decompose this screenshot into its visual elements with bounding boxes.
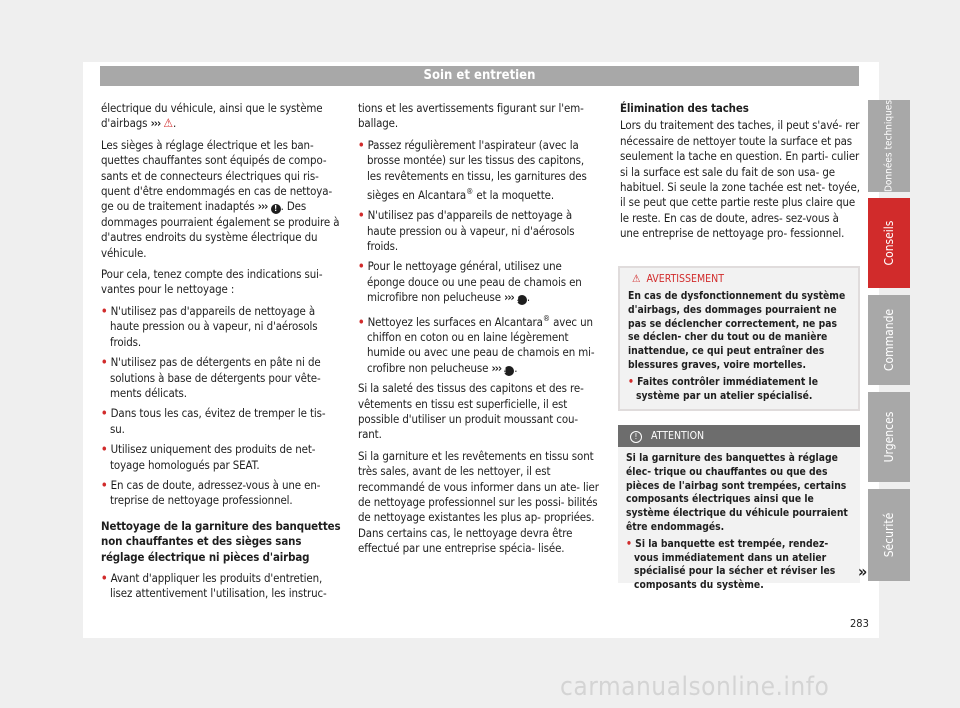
warning-box-title: ⚠ AVERTISSEMENT [632, 273, 724, 285]
bullet-icon: • [358, 314, 365, 329]
bullet-icon: • [101, 355, 108, 370]
bullet-icon: • [101, 477, 108, 492]
paragraph: tions et les avertissements figurant sur l'em- ballage. [358, 101, 584, 131]
list-item: • En cas de doute, adressez-vous à une en- treprise de nettoyage professionnel. [101, 477, 321, 508]
warning-triangle-icon: ⚠ [632, 273, 641, 285]
bullet-icon: • [358, 137, 365, 152]
continue-arrow-icon: » [858, 562, 865, 581]
paragraph: Les sièges à réglage électrique et les ban- quettes chauffantes sont équipés de compo- sants et de connecteurs électriques qui ris- quent d'être endommagés en cas de nettoya- ge ou de traitement inadaptés ››› ! . Des dommages pourraient également se produire à d'autres endroits du système électrique du véhicule. [101, 137, 340, 260]
list-item: • N'utilisez pas d'appareils de nettoyage à haute pression ou à vapeur, ni d'aérosols froids. [101, 303, 318, 349]
bullet-icon: • [101, 406, 108, 421]
list-item: • Nettoyez les surfaces en Alcantara® avec un chiffon en coton ou en laine légèrement humide ou avec une peau de chamois en mi- crofibre non pelucheuse ››› ! . [358, 313, 595, 375]
paragraph: Lors du traitement des taches, il peut s'avé- rer nécessaire de nettoyer toute la surface et pas seulement la tache en question. En parti- culier si la surface est sale du fait de son usa- ge habituel. Si seule la zone tachée est net- toyée, il se peut que cette partie reste plus claire que le reste. En cas de doute, adres- sez-vous à une entreprise de nettoyage pro- fessionnel. [620, 118, 860, 241]
paragraph: Si la saleté des tissus des capitons et des re- vêtements en tissu est superficielle, il est possible d'utiliser un produit moussant cou- rant. [358, 381, 584, 442]
paragraph: électrique du véhicule, ainsi que le système d'airbags ››› ⚠. [101, 101, 323, 131]
tab-donnees-techniques[interactable]: Données techniques [868, 100, 910, 192]
tab-conseils[interactable]: Conseils [868, 198, 910, 288]
section-heading: Nettoyage de la garniture des banquettes non chauffantes et des sièges sans réglage électrique ni pièces d'airbag [101, 518, 341, 564]
tab-securite[interactable]: Sécurité [868, 489, 910, 581]
bullet-icon: • [101, 303, 108, 318]
list-item: • Pour le nettoyage général, utilisez une éponge douce ou une peau de chamois en microfibre non pelucheuse ››› ! . [358, 259, 582, 305]
list-item: • Passez régulièrement l'aspirateur (avec la brosse montée) sur les tissus des capitons, les revêtements en tissu, les garnitures des sièges en Alcantara® et la moquette. [358, 137, 587, 202]
registered-mark: ® [466, 187, 474, 197]
bullet-icon: • [101, 570, 108, 585]
bullet-icon: • [358, 208, 365, 223]
paragraph: Si la garniture et les revêtements en tissu sont très sales, avant de les nettoyer, il est recommandé de vous informer dans un ate- lier de nettoyage professionnel sur les possi- bilités de nettoyage existantes les plus ap- propriées. Dans certains cas, le nettoyage devra être effectué par une entreprise spécia- lisée. [358, 448, 599, 556]
column-3 [620, 101, 860, 248]
cross-reference-arrows[interactable]: ››› [257, 199, 268, 214]
list-item: • N'utilisez pas d'appareils de nettoyage à haute pression ou à vapeur, ni d'aérosols froids. [358, 208, 575, 254]
cross-reference-arrows[interactable]: ››› [504, 290, 514, 305]
attention-box-title: ! ATTENTION [618, 425, 860, 447]
warning-triangle-icon: ⚠ [163, 116, 173, 131]
warning-box [618, 266, 860, 411]
section-heading: Élimination des taches [620, 101, 749, 115]
info-circle-icon: ! [630, 431, 642, 443]
tab-urgences[interactable]: Urgences [868, 392, 910, 482]
attention-box [618, 425, 860, 592]
bullet-icon: • [101, 442, 108, 457]
warning-box-body: En cas de dysfonctionnement du système d'airbags, des dommages pourraient ne pas se déclencher correctement, ne pas se déclen- cher du tout ou de manière inattendue, ce qui peut entraîner des blessures graves, voire mortelles. • Faites contrôler immédiatement le système par un atelier spécialisé. [628, 290, 846, 402]
bullet-icon: • [628, 375, 634, 388]
cross-reference-arrows[interactable]: ››› [150, 116, 161, 131]
attention-box-body: Si la garniture des banquettes à réglage élec- trique ou chauffantes ou que des pièces de l'airbag sont trempées, certains composants électriques ainsi que le système électrique du véhicule pourraient être endommagés. • Si la banquette est trempée, rendez-vous immédiatement dans un atelier spécialisé pour la sécher et réviser les composants du système. [626, 452, 848, 592]
bullet-icon: • [358, 259, 365, 274]
bullet-icon: • [626, 537, 632, 550]
list-item: • N'utilisez pas de détergents en pâte ni de solutions à base de détergents pour vête- ments délicats. [101, 355, 321, 400]
tab-commande[interactable]: Commande [868, 295, 910, 385]
column-1 [101, 101, 341, 607]
info-circle-icon: ! [271, 204, 281, 214]
watermark: carmanualsonline.info [560, 672, 830, 702]
info-circle-icon: ! [517, 295, 527, 305]
info-circle-icon: ! [504, 366, 514, 376]
page-header: Soin et entretien [100, 66, 859, 86]
list-item: • Avant d'appliquer les produits d'entretien, lisez attentivement l'utilisation, les instruc- [101, 570, 327, 601]
list-item: • Dans tous les cas, évitez de tremper le tis- su. [101, 406, 326, 436]
list-item: • Utilisez uniquement des produits de net- toyage homologués par SEAT. [101, 442, 316, 472]
column-2 [358, 101, 601, 563]
cross-reference-arrows[interactable]: ››› [491, 360, 502, 375]
page-number: 283 [850, 617, 869, 630]
paragraph: Pour cela, tenez compte des indications sui- vantes pour le nettoyage : [101, 267, 323, 297]
registered-mark: ® [542, 313, 550, 323]
